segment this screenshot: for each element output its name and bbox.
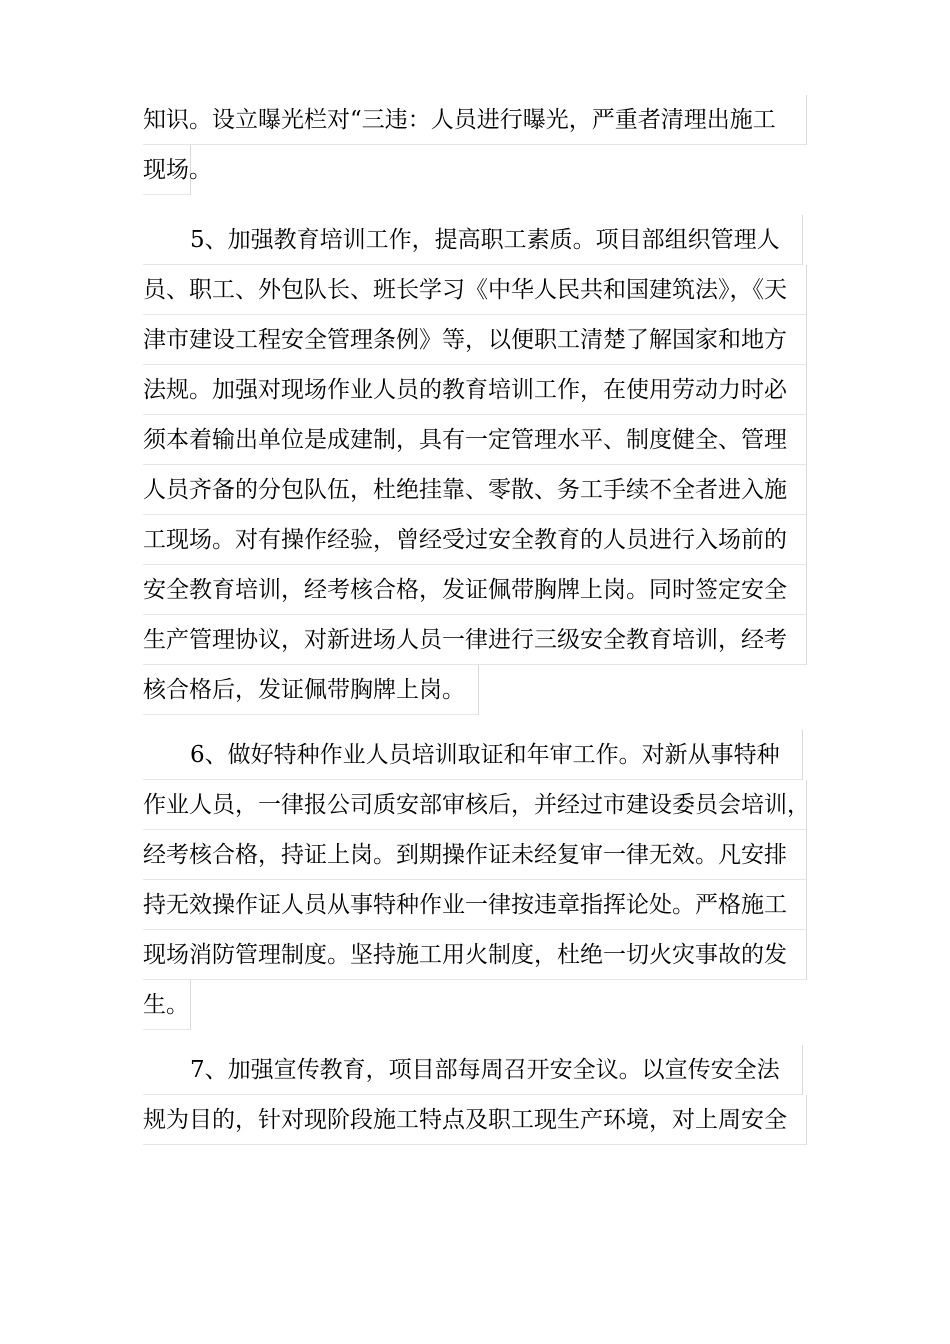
text-line: 津市建设工程安全管理条例》等，以便职工清楚了解国家和地方: [143, 315, 807, 365]
text-line: 生。: [143, 980, 191, 1030]
text-line: 生产管理协议，对新进场人员一律进行三级安全教育培训，经考: [143, 615, 807, 665]
text-line: 规为目的，针对现阶段施工特点及职工现生产环境，对上周安全: [143, 1095, 807, 1145]
text-line: 安全教育培训，经考核合格，发证佩带胸牌上岗。同时签定安全: [143, 565, 807, 615]
text-line: 须本着输出单位是成建制，具有一定管理水平、制度健全、管理: [143, 415, 807, 465]
paragraph-7-first-line: 7、加强宣传教育，项目部每周召开安全议。以宣传安全法: [143, 1045, 803, 1095]
paragraph-5-first-line: 5、加强教育培训工作，提高职工素质。项目部组织管理人: [143, 215, 803, 265]
text-line: 工现场。对有操作经验，曾经受过安全教育的人员进行入场前的: [143, 515, 807, 565]
text-line: 经考核合格，持证上岗。到期操作证未经复审一律无效。凡安排: [143, 830, 807, 880]
text-line: 法规。加强对现场作业人员的教育培训工作，在使用劳动力时必: [143, 365, 807, 415]
text-line: 现场。: [143, 145, 191, 195]
paragraph-6-first-line: 6、做好特种作业人员培训取证和年审工作。对新从事特种: [143, 730, 803, 780]
text-line: 员、职工、外包队长、班长学习《中华人民共和国建筑法》，《天: [143, 265, 807, 315]
text-line: 知识。设立曝光栏对“三违：人员进行曝光，严重者清理出施工: [143, 95, 807, 145]
text-line: 持无效操作证人员从事特种作业一律按违章指挥论处。严格施工: [143, 880, 807, 930]
text-line: 现场消防管理制度。坚持施工用火制度，杜绝一切火灾事故的发: [143, 930, 807, 980]
text-line: 人员齐备的分包队伍，杜绝挂靠、零散、务工手续不全者进入施: [143, 465, 807, 515]
text-line: 核合格后，发证佩带胸牌上岗。: [143, 665, 479, 715]
text-line: 作业人员，一律报公司质安部审核后，并经过市建设委员会培训，: [143, 780, 807, 830]
